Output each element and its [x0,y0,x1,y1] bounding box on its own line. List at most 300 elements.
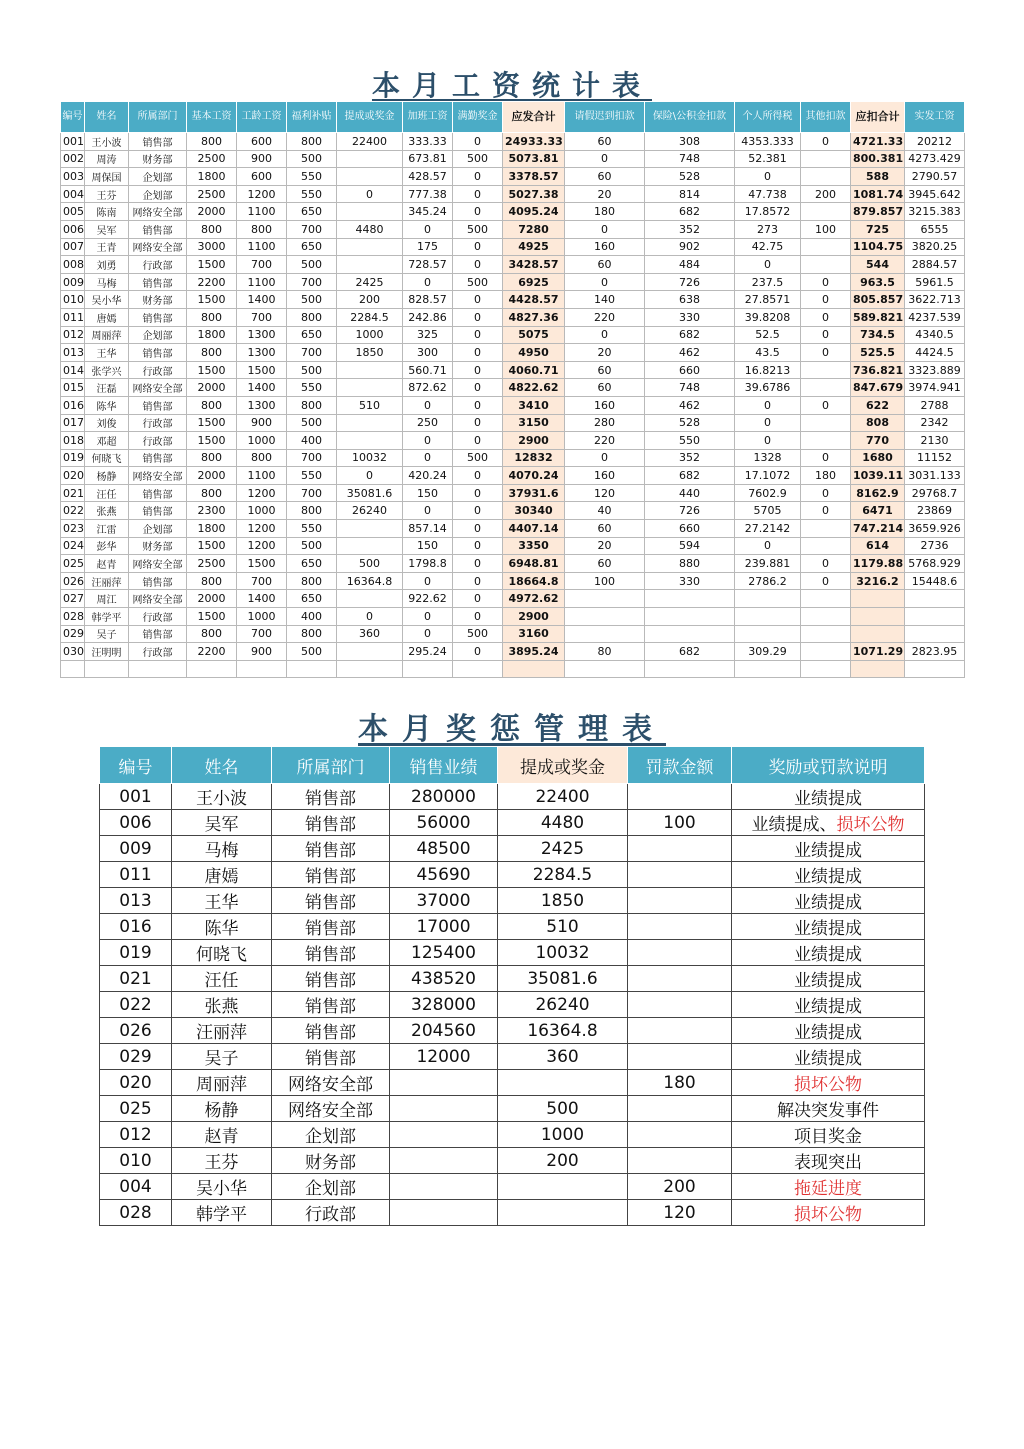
salary-cell: 1400 [237,379,287,397]
salary-cell: 39.6786 [735,379,801,397]
salary-cell: 10032 [337,449,403,467]
salary-cell: 500 [287,643,337,661]
salary-cell: 800 [237,449,287,467]
bonus-cell: 26240 [498,992,628,1018]
salary-cell [735,590,801,608]
bonus-cell: 029 [100,1044,172,1070]
salary-cell: 3031.133 [905,467,965,485]
salary-cell: 0 [453,168,503,186]
salary-cell: 462 [645,396,735,414]
salary-cell: 4060.71 [503,361,565,379]
salary-cell: 邓超 [85,432,129,450]
salary-cell: 江雷 [85,520,129,538]
salary-cell: 1000 [237,502,287,520]
salary-cell: 001 [61,133,85,151]
bonus-cell: 销售部 [272,914,390,940]
salary-cell: 500 [287,291,337,309]
salary-cell: 420.24 [403,467,453,485]
salary-cell: 2300 [187,502,237,520]
bonus-cell [628,836,732,862]
salary-cell: 0 [735,537,801,555]
salary-cell: 行政部 [129,643,187,661]
salary-cell: 273 [735,220,801,238]
salary-cell: 销售部 [129,273,187,291]
bonus-header-cell: 所属部门 [272,747,390,784]
bonus-header-row [100,747,925,784]
salary-cell: 1200 [237,537,287,555]
bonus-cell: 何晓飞 [172,940,272,966]
bonus-cell [498,1070,628,1096]
salary-cell: 1500 [187,361,237,379]
salary-cell: 11152 [905,449,965,467]
salary-header-cell: 编号 [61,102,85,133]
salary-row [61,449,965,467]
salary-cell: 352 [645,449,735,467]
salary-cell [337,361,403,379]
bonus-cell: 销售部 [272,992,390,1018]
salary-cell: 网络安全部 [129,203,187,221]
salary-cell [61,660,85,678]
salary-cell: 4070.24 [503,467,565,485]
salary-cell: 4273.429 [905,150,965,168]
salary-cell: 700 [287,273,337,291]
salary-cell: 4925 [503,238,565,256]
salary-cell: 220 [565,432,645,450]
salary-cell: 800 [287,625,337,643]
salary-cell: 682 [645,643,735,661]
salary-cell: 2130 [905,432,965,450]
bonus-cell: 17000 [390,914,498,940]
bonus-cell: 杨静 [172,1096,272,1122]
salary-row [61,361,965,379]
salary-cell: 016 [61,396,85,414]
salary-header-cell: 福利补贴 [287,102,337,133]
salary-row [61,414,965,432]
salary-cell: 963.5 [851,273,905,291]
salary-cell: 0 [453,344,503,362]
bonus-cell: 企划部 [272,1122,390,1148]
salary-cell: 009 [61,273,85,291]
salary-cell: 500 [337,555,403,573]
salary-cell: 700 [237,256,287,274]
salary-cell: 015 [61,379,85,397]
salary-cell: 0 [403,273,453,291]
bonus-row [100,1122,925,1148]
salary-cell: 0 [801,555,851,573]
salary-cell: 800 [187,344,237,362]
salary-cell: 赵青 [85,555,129,573]
salary-cell: 20 [565,185,645,203]
bonus-cell: 销售部 [272,836,390,862]
bonus-row [100,862,925,888]
salary-row [61,308,965,326]
salary-cell: 500 [453,220,503,238]
salary-cell: 726 [645,273,735,291]
salary-cell: 0 [735,256,801,274]
bonus-cell: 企划部 [272,1174,390,1200]
bonus-cell: 010 [100,1148,172,1174]
salary-cell: 0 [735,168,801,186]
bonus-cell [628,1148,732,1174]
bonus-cell: 45690 [390,862,498,888]
bonus-cell: 016 [100,914,172,940]
salary-cell: 3150 [503,414,565,432]
salary-cell: 0 [453,572,503,590]
salary-cell: 673.81 [403,150,453,168]
salary-header-cell: 应扣合计 [851,102,905,133]
bonus-cell: 48500 [390,836,498,862]
bonus-cell: 汪丽萍 [172,1018,272,1044]
salary-cell: 550 [287,467,337,485]
salary-cell: 0 [801,344,851,362]
salary-cell: 550 [287,168,337,186]
bonus-cell: 204560 [390,1018,498,1044]
bonus-note-cell: 损坏公物 [732,1070,925,1096]
salary-cell: 15448.6 [905,572,965,590]
salary-cell: 60 [565,555,645,573]
salary-cell: 行政部 [129,608,187,626]
salary-cell: 0 [453,308,503,326]
bonus-row [100,836,925,862]
salary-cell: 3000 [187,238,237,256]
salary-cell: 行政部 [129,361,187,379]
salary-cell: 60 [565,133,645,151]
salary-cell: 0 [735,432,801,450]
salary-cell: 4480 [337,220,403,238]
salary-cell: 800 [287,502,337,520]
salary-cell: 陈华 [85,396,129,414]
bonus-row [100,1070,925,1096]
bonus-cell: 网络安全部 [272,1070,390,1096]
salary-cell: 吴子 [85,625,129,643]
salary-cell: 周江 [85,590,129,608]
salary-cell: 500 [453,273,503,291]
salary-cell: 010 [61,291,85,309]
salary-cell: 014 [61,361,85,379]
salary-cell: 17.1072 [735,467,801,485]
salary-cell: 网络安全部 [129,555,187,573]
salary-row [61,168,965,186]
salary-cell: 1300 [237,396,287,414]
salary-cell: 企划部 [129,520,187,538]
bonus-cell: 马梅 [172,836,272,862]
salary-cell: 2000 [187,379,237,397]
salary-cell [905,608,965,626]
salary-cell: 1200 [237,185,287,203]
salary-cell: 1500 [237,361,287,379]
salary-cell: 012 [61,326,85,344]
salary-cell: 1800 [187,520,237,538]
salary-cell: 4822.62 [503,379,565,397]
salary-row [61,432,965,450]
salary-cell: 1100 [237,273,287,291]
salary-cell: 700 [287,220,337,238]
salary-cell: 60 [565,168,645,186]
salary-cell: 1000 [237,608,287,626]
bonus-cell: 360 [498,1044,628,1070]
salary-row [61,537,965,555]
bonus-cell: 020 [100,1070,172,1096]
salary-header-cell: 请假迟到扣款 [565,102,645,133]
bonus-cell [498,1200,628,1226]
salary-cell: 吴小华 [85,291,129,309]
salary-cell: 2000 [187,203,237,221]
bonus-cell: 009 [100,836,172,862]
salary-cell: 880 [645,555,735,573]
bonus-row [100,1174,925,1200]
salary-cell: 3160 [503,625,565,643]
salary-cell: 902 [645,238,735,256]
salary-cell [905,590,965,608]
salary-cell: 3945.642 [905,185,965,203]
salary-row [61,590,965,608]
salary-cell: 029 [61,625,85,643]
bonus-row [100,810,925,836]
salary-cell [337,520,403,538]
salary-cell: 4095.24 [503,203,565,221]
salary-cell: 陈南 [85,203,129,221]
salary-row [61,238,965,256]
salary-row [61,379,965,397]
salary-cell: 150 [403,537,453,555]
salary-cell: 1039.11 [851,467,905,485]
salary-cell: 17.8572 [735,203,801,221]
salary-cell: 308 [645,133,735,151]
bonus-cell: 吴军 [172,810,272,836]
salary-cell: 20 [565,344,645,362]
salary-cell: 0 [453,133,503,151]
bonus-row [100,992,925,1018]
salary-cell: 500 [453,150,503,168]
salary-cell [735,625,801,643]
salary-cell: 3323.889 [905,361,965,379]
salary-cell: 1200 [237,520,287,538]
salary-cell: 6555 [905,220,965,238]
salary-cell: 021 [61,484,85,502]
bonus-cell [390,1200,498,1226]
salary-cell: 800 [187,572,237,590]
salary-cell: 1200 [237,484,287,502]
salary-cell: 0 [453,467,503,485]
salary-cell: 销售部 [129,572,187,590]
salary-cell: 企划部 [129,185,187,203]
salary-cell: 528 [645,168,735,186]
salary-cell: 800 [287,396,337,414]
salary-cell: 0 [801,273,851,291]
salary-header-cell: 所属部门 [129,102,187,133]
salary-cell: 5027.38 [503,185,565,203]
penalty-text: 损坏公物 [836,815,905,835]
salary-cell: 1100 [237,203,287,221]
bonus-row [100,940,925,966]
bonus-cell: 1850 [498,888,628,914]
bonus-cell: 陈华 [172,914,272,940]
bonus-cell: 012 [100,1122,172,1148]
salary-cell: 1800 [187,326,237,344]
salary-cell: 1100 [237,238,287,256]
bonus-cell: 180 [628,1070,732,1096]
salary-cell: 160 [565,238,645,256]
bonus-cell: 12000 [390,1044,498,1070]
salary-cell: 589.821 [851,308,905,326]
salary-cell: 800 [187,396,237,414]
salary-cell: 2000 [187,590,237,608]
bonus-cell: 销售部 [272,940,390,966]
bonus-cell [390,1070,498,1096]
salary-cell: 27.2142 [735,520,801,538]
bonus-cell [390,1122,498,1148]
salary-cell: 2884.57 [905,256,965,274]
salary-cell: 726 [645,502,735,520]
salary-cell: 行政部 [129,414,187,432]
salary-cell: 0 [453,555,503,573]
bonus-note-cell: 业绩提成 [732,836,925,862]
bonus-cell [628,940,732,966]
salary-cell: 027 [61,590,85,608]
bonus-row [100,1096,925,1122]
bonus-note-cell: 解决突发事件 [732,1096,925,1122]
salary-cell: 3820.25 [905,238,965,256]
salary-cell [801,537,851,555]
salary-cell: 0 [801,572,851,590]
salary-cell [565,625,645,643]
salary-cell [645,625,735,643]
bonus-cell: 4480 [498,810,628,836]
bonus-cell: 2284.5 [498,862,628,888]
salary-cell: 550 [287,379,337,397]
bonus-cell: 财务部 [272,1148,390,1174]
salary-cell: 0 [453,326,503,344]
salary-cell [801,608,851,626]
salary-table [60,101,965,678]
salary-cell: 872.62 [403,379,453,397]
salary-cell: 0 [801,291,851,309]
salary-cell: 5075 [503,326,565,344]
salary-cell: 025 [61,555,85,573]
bonus-cell: 赵青 [172,1122,272,1148]
salary-cell: 0 [735,396,801,414]
salary-cell: 002 [61,150,85,168]
salary-cell: 847.679 [851,379,905,397]
salary-header-cell: 满勤奖金 [453,102,503,133]
salary-cell: 王小波 [85,133,129,151]
bonus-cell: 006 [100,810,172,836]
salary-cell: 2823.95 [905,643,965,661]
salary-cell: 1071.29 [851,643,905,661]
salary-cell: 140 [565,291,645,309]
salary-row [61,572,965,590]
salary-cell: 60 [565,520,645,538]
bonus-cell: 汪任 [172,966,272,992]
salary-cell: 3216.2 [851,572,905,590]
bonus-cell: 025 [100,1096,172,1122]
salary-cell: 800 [287,572,337,590]
salary-cell [851,608,905,626]
salary-cell [801,414,851,432]
salary-header-cell: 其他扣款 [801,102,851,133]
salary-cell: 2200 [187,273,237,291]
salary-cell: 650 [287,238,337,256]
salary-cell: 1500 [187,608,237,626]
salary-cell: 007 [61,238,85,256]
bonus-cell [628,992,732,1018]
salary-cell: 650 [287,555,337,573]
salary-cell: 024 [61,537,85,555]
salary-cell: 销售部 [129,396,187,414]
bonus-cell: 销售部 [272,862,390,888]
salary-cell: 650 [287,326,337,344]
salary-cell: 500 [287,414,337,432]
bonus-row [100,1148,925,1174]
salary-cell: 杨静 [85,467,129,485]
salary-cell: 0 [801,449,851,467]
salary-cell: 47.738 [735,185,801,203]
salary-cell [403,660,453,678]
salary-cell: 0 [801,396,851,414]
bonus-header-cell: 销售业绩 [390,747,498,784]
bonus-note-cell: 业绩提成 [732,784,925,810]
salary-cell: 700 [287,344,337,362]
salary-cell [503,660,565,678]
salary-cell: 4424.5 [905,344,965,362]
salary-cell: 614 [851,537,905,555]
salary-cell: 刘俊 [85,414,129,432]
salary-cell: 销售部 [129,502,187,520]
salary-cell: 20212 [905,133,965,151]
salary-cell: 4428.57 [503,291,565,309]
salary-cell: 484 [645,256,735,274]
salary-cell: 3410 [503,396,565,414]
salary-cell: 022 [61,502,85,520]
salary-cell: 1500 [187,537,237,555]
salary-cell: 2200 [187,643,237,661]
salary-cell: 026 [61,572,85,590]
salary-cell: 2342 [905,414,965,432]
salary-cell: 800 [187,484,237,502]
bonus-cell: 10032 [498,940,628,966]
salary-cell [85,660,129,678]
salary-cell: 180 [801,467,851,485]
bonus-cell [628,888,732,914]
salary-cell: 019 [61,449,85,467]
bonus-row [100,914,925,940]
salary-cell: 003 [61,168,85,186]
salary-cell: 1500 [187,432,237,450]
salary-cell: 网络安全部 [129,379,187,397]
bonus-table [99,746,925,1226]
bonus-cell [628,1096,732,1122]
salary-cell: 1104.75 [851,238,905,256]
salary-cell: 1850 [337,344,403,362]
salary-cell: 805.857 [851,291,905,309]
salary-cell [735,660,801,678]
salary-cell: 500 [453,449,503,467]
salary-cell: 500 [287,150,337,168]
salary-cell: 4721.33 [851,133,905,151]
salary-cell: 239.881 [735,555,801,573]
salary-cell: 500 [453,625,503,643]
salary-cell: 3350 [503,537,565,555]
bonus-cell: 销售部 [272,1044,390,1070]
salary-cell: 900 [237,643,287,661]
salary-cell: 0 [403,220,453,238]
salary-cell: 30340 [503,502,565,520]
salary-cell: 3378.57 [503,168,565,186]
bonus-cell [390,1096,498,1122]
salary-row [61,520,965,538]
salary-cell: 006 [61,220,85,238]
salary-cell: 748 [645,379,735,397]
